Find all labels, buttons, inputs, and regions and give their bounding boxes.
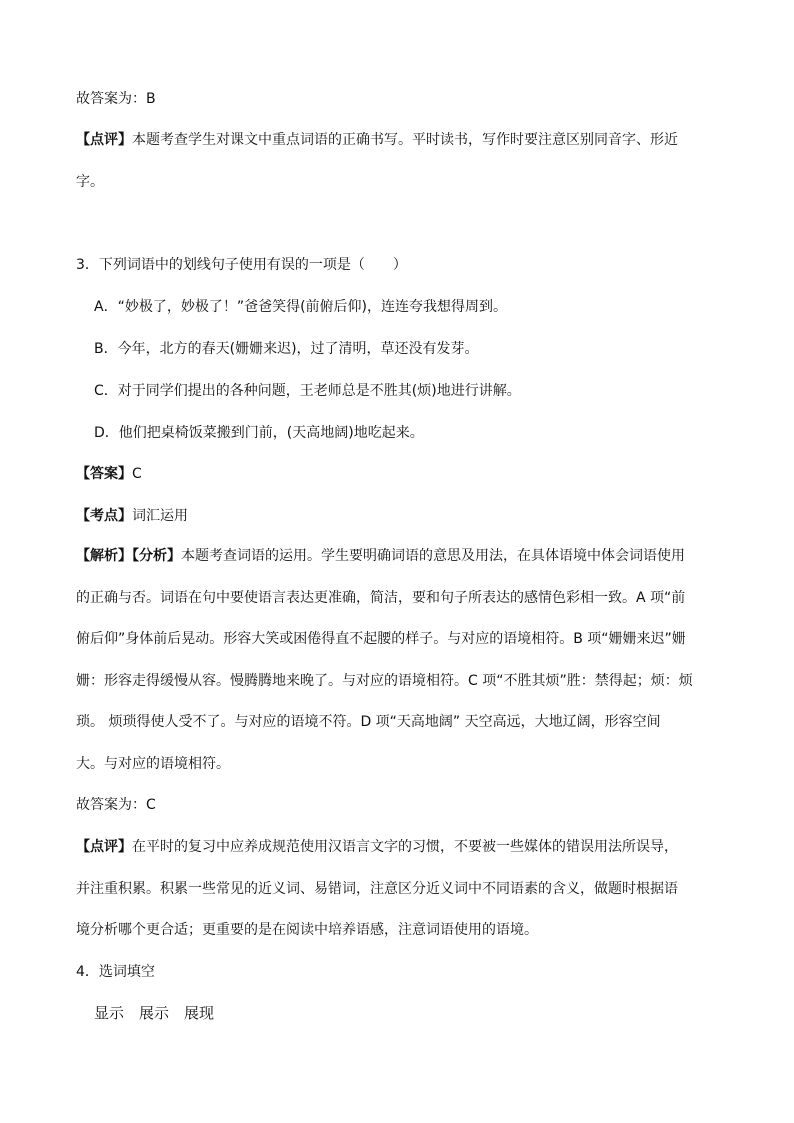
comment-line-1 (76, 838, 678, 856)
answer-line (76, 465, 142, 483)
prev-comment-line-1 (76, 131, 678, 149)
question-3-option-b: B．今年，北方的春天(姗姗来迟)，过了清明，草还没有发芽。 (94, 341, 479, 357)
question-3-stem: 3．下列词语中的划线句子使用有误的一项是（ ） (76, 257, 407, 273)
question-3-option-c: C．对于同学们提出的各种问题，王老师总是不胜其(烦)地进行讲解。 (94, 383, 521, 399)
analysis-text-1: 本题考查词语的运用。学生要明确词语的意思及用法，在具体语境中体会词语使用 (181, 548, 685, 564)
question-4-word-choices: 显示 展示 展现 (94, 1004, 215, 1022)
comment-line-2: 并注重积累。积累一些常见的近义词、易错词，注意区分近义词中不同语素的含义，做题时根据语 (76, 881, 678, 897)
prev-comment-text-1: 本题考查学生对课文中重点词语的正确书写。平时读书，写作时要注意区别同音字、形近 (132, 132, 678, 148)
prev-comment-tag: 【点评】 (76, 132, 132, 148)
point-value: 词汇运用 (132, 508, 188, 524)
final-answer-line: 故答案为：C (76, 797, 156, 813)
analysis-line-1 (76, 547, 685, 565)
question-4-stem: 4．选词填空 (76, 964, 155, 980)
analysis-line-6: 大。与对应的语境相符。 (76, 756, 230, 772)
point-tag: 【考点】 (76, 508, 132, 524)
answer-value: C (132, 466, 142, 482)
analysis-line-4: 姗：形容走得缓慢从容。慢腾腾地来晚了。与对应的语境相符。C 项“不胜其烦”胜：禁得起；烦：烦 (76, 673, 693, 689)
question-3-option-d: D．他们把桌椅饭菜搬到门前，(天高地阔)地吃起来。 (94, 425, 424, 441)
analysis-line-5: 琐。 烦琐得使人受不了。与对应的语境不符。D 项“天高地阔” 天空高远，大地辽阔，形容空间 (76, 714, 661, 730)
analysis-line-2: 的正确与否。词语在句中要使语言表达更准确，简洁，要和句子所表达的感情色彩相一致。A 项“前 (76, 590, 686, 606)
question-3-option-a: A．“妙极了，妙极了！”爸爸笑得(前俯后仰)，连连夸我想得周到。 (94, 299, 508, 315)
prev-comment-line-2: 字。 (76, 174, 104, 190)
comment-line-3: 境分析哪个更合适；更重要的是在阅读中培养语感，注意词语使用的语境。 (76, 922, 538, 938)
comment-tag: 【点评】 (76, 839, 132, 855)
analysis-line-3: 俯后仰”身体前后晃动。形容大笑或困倦得直不起腰的样子。与对应的语境相符。B 项“姗姗来迟”姗 (76, 631, 686, 647)
analysis-tag: 【解析】【分析】 (76, 548, 181, 564)
comment-text-1: 在平时的复习中应养成规范使用汉语言文字的习惯，不要被一些媒体的错误用法所误导， (132, 839, 678, 855)
point-line (76, 507, 188, 525)
answer-tag: 【答案】 (76, 466, 132, 482)
prev-answer-line: 故答案为：B (76, 91, 156, 107)
